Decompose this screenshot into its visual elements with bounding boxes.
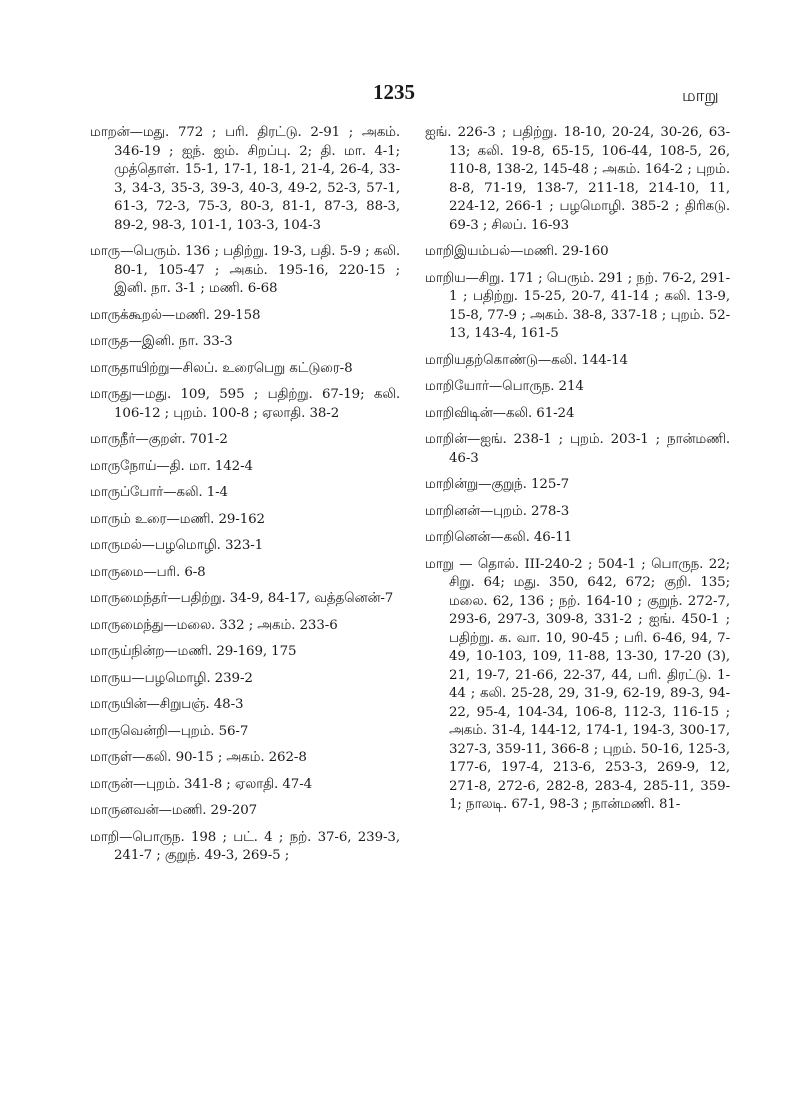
index-entry: மாருய—பழமொழி. 239-2 [90,670,253,686]
index-entry: மாறின்று—குறுந். 125-7 [425,477,570,492]
index-entry: மாறிஇயம்பல்—மணி. 29-160 [425,244,609,259]
index-entry: மாருநோய்—தி. மா. 142-4 [90,458,253,474]
index-entry: மாருமைந்து—மலை. 332 ; அகம். 233-6 [90,617,338,633]
index-entry: மாருன்—புறம். 341-8 ; ஏலாதி. 47-4 [90,776,313,792]
index-entry: மாறிவிடின்—கலி. 61-24 [425,405,575,421]
index-entry: மாருக்கூறல்—மணி. 29-158 [90,307,261,323]
page-number: 1235 [373,80,415,104]
index-entry: மாருநீர்—குறள். 701-2 [90,432,228,447]
index-entry: மாருயின்—சிறுபஞ். 48-3 [90,697,244,712]
index-entry: மாருமைந்தர்—பதிற்று. 34-9, 84-17, வத்தனென்-7 [90,591,394,606]
index-entry: மாருப்போர்—கலி. 1-4 [90,485,228,500]
running-head: மாறு [682,86,719,106]
index-entry: மாருனவன்—மணி. 29-207 [90,803,258,818]
index-entry: மாருமல்—பழமொழி. 323-1 [90,538,264,553]
index-entry: மாறினன்—புறம். 278-3 [425,503,570,519]
index-entry: மாருதாயிற்று—சிலப். உரைபெறு கட்டுரை-8 [90,360,353,376]
right-column [425,124,730,823]
index-entry: மாருத—இனி. நா. 33-3 [90,334,233,349]
index-entry: ஐங். 226-3 ; பதிற்று. 18-10, 20-24, 30-26, 63-13; கலி. 19-8, 65-15, 106-44, 108-5, 26, 110-8, 138-2, 145-48 ; அகம். 164-2 ; புறம். 8-8, 71-19, 138-7, 211-18, 214-10, 11, 224-12, 266-1 ; பழமொழி. 385-2 ; திரிகடு. 69-3 ; சிலப். 16-93 [425,125,730,233]
index-entry: மாறியோர்—பொருந. 214 [425,379,584,394]
index-entry: மாறிய—சிறு. 171 ; பெரும். 291 ; நற். 76-2, 291-1 ; பதிற்று. 15-25, 20-7, 41-14 ; கலி. 13-9, 15-8, 77-9 ; அகம். 38-8, 337-18 ; புறம். 52-13, 143-4, 161-5 [425,270,730,341]
index-entry: மாறினென்—கலி. 46-11 [425,530,572,545]
index-entry: மாரு—பெரும். 136 ; பதிற்று. 19-3, பதி. 5-9 ; கலி. 80-1, 105-47 ; அகம். 195-16, 220-15 ; இனி. நா. 3-1 ; மணி. 6-68 [90,244,400,296]
left-column [90,124,400,874]
index-entry: மாறின்—ஐங். 238-1 ; புறம். 203-1 ; நான்மணி. 46-3 [425,432,730,466]
index-entry: மாருமை—பரி. 6-8 [90,564,206,580]
index-entry: மாருய்நின்ற—மணி. 29-169, 175 [90,644,297,659]
index-entry: மாறு — தொல். III-240-2 ; 504-1 ; பொருந. 22; சிறு. 64; மது. 350, 642, 672; குறி. 135; மலை. 62, 136 ; நற். 164-10 ; குறுந். 272-7, 293-6, 297-3, 309-8, 331-2 ; ஐங். 450-1 ; பதிற்று. க. வா. 10, 90-45 ; பரி. 6-46, 94, 7-49, 10-103, 109, 11-88, 13-30, 17-20 (3), 21, 19-7, 21-66, 22-37, 44, பரி. திரட்டு. 1-44 ; கலி. 25-28, 29, 31-9, 62-19, 89-3, 94-22, 95-4, 104-34, 106-8, 112-3, 116-15 ; அகம். 31-4, 144-12, 174-1, 194-3, 300-17, 327-3, 359-11, 366-8 ; புறம். 50-16, 125-3, 177-6, 197-4, 213-6, 253-3, 269-9, 12, 271-8, 272-6, 282-8, 283-4, 285-11, 359-1; நாலடி. 67-1, 98-3 ; நான்மணி. 81- [425,556,730,812]
index-entry: மாறி—பொருந. 198 ; பட். 4 ; நற். 37-6, 239-3, 241-7 ; குறுந். 49-3, 269-5 ; [90,829,400,863]
index-entry: மாறியதற்கொண்டு—கலி. 144-14 [425,352,628,368]
index-entry: மாருள்—கலி. 90-15 ; அகம். 262-8 [90,750,307,765]
index-entry: மாரும் உரை—மணி. 29-162 [90,511,265,527]
index-entry: மாருவென்றி—புறம். 56-7 [90,723,249,739]
index-entry: மாறன்—மது. 772 ; பரி. திரட்டு. 2-91 ; அகம். 346-19 ; ஐந். ஐம். சிறப்பு. 2; தி. மா. 4-1; முத்தொள். 15-1, 17-1, 18-1, 21-4, 26-4, 33-3, 34-3, 35-3, 39-3, 40-3, 49-2, 52-3, 57-1, 61-3, 72-3, 75-3, 80-3, 81-1, 87-3, 88-3, 89-2, 98-3, 101-1, 103-3, 104-3 [90,125,400,233]
index-entry: மாருது—மது. 109, 595 ; பதிற்று. 67-19; கலி. 106-12 ; புறம். 100-8 ; ஏலாதி. 38-2 [90,387,400,421]
